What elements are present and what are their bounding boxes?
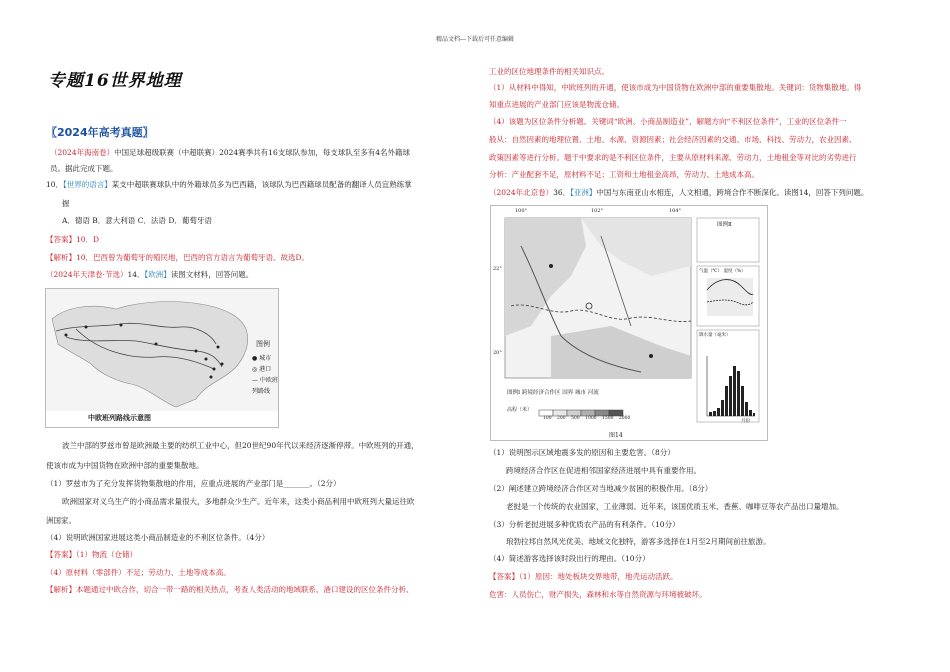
lon-tick-102: 102°	[591, 208, 604, 214]
answer-10: 【答案】10．D	[46, 235, 100, 244]
analysis-a: 【解析】本题通过中欧合作，切合一带一路的相关热点，考查人类活动的地域联系、港口建设的区位条件分析、	[46, 585, 414, 594]
china-europe-railway-map	[45, 288, 279, 428]
question-hainan-intro-2: 员。据此完成下题。	[50, 164, 118, 173]
analysis-cont-4: （4）该题为区位条件分析题。关键词“欧洲、小商品制造业”，解题方向“不利区位条件”，工业的区位条件一	[489, 117, 847, 126]
elevation-label: 高程（米）	[507, 407, 533, 413]
q36-sub-4: （4）简述游客选择该时段出行的理由。（10分）	[489, 554, 650, 563]
lon-tick-104: 104°	[669, 208, 682, 214]
question-hainan-intro: （2024年海南卷）中国足球超级联赛（中超联赛）2024赛季共有16支球队参加，每支球队至多有4名外籍球	[50, 148, 410, 157]
lat-tick-22: 22°	[493, 266, 502, 272]
figure-legend-1: 图例Ⅰ 跨境经济合作区 国界 城市 河流	[507, 390, 599, 396]
q36-sub-3: （3）分析老挝进展多种优质农产品的有利条件。（10分）	[489, 520, 680, 529]
railway-map-graphic	[46, 289, 278, 427]
page-title: 专题16世界地理	[48, 71, 182, 91]
map-caption: 中欧班列路线示意图	[88, 414, 151, 422]
material-p3: 欧洲国家对义乌生产的小商品需求量很大，多地群众少生产。近年来，这类小商品利用中欧班列大量运往欧	[62, 497, 415, 506]
material-p2: 使该市成为中国货物在欧洲中部的重要集散地。	[46, 461, 204, 470]
question-10-options: A．德语 B．意大利语 C．法语 D．葡萄牙语	[62, 216, 212, 225]
material-p4: 洲国家。	[46, 516, 76, 525]
answer-36: 【答案】（1）原因：地处板块交界地带，地壳运动活跃。	[489, 572, 678, 581]
analysis-cont-7: 分析：产业配套不足，原材料不足；工资和土地租金高昂，劳动力、土地成本高。	[489, 170, 759, 179]
legend-route: — 中欧班列路线	[252, 377, 278, 395]
analysis-cont-1: 工业的区位地理条件的相关知识点。	[489, 67, 609, 76]
figure-14	[490, 205, 768, 441]
question-14: （2024年天津卷·节选）14．【欧洲】读图文材料，回答问题。	[46, 270, 254, 279]
sub-question-4: （4）说明欧洲国家进展这类小商品制造业的不利区位条件。（4分）	[46, 533, 270, 542]
answer-a: 【答案】（1）物流（仓储）	[46, 550, 138, 559]
question-10: 10．【世界的语言】某支中超联赛球队中的外籍球员多为巴西籍，该球队为巴西籍球员配备的翻译人员宜熟练掌	[46, 180, 412, 189]
elevation-ticks: 100 200 500 1000 1500 2000	[543, 416, 631, 421]
analysis-cont-5: 般从：自然因素的地理位置、土地、水源、资源因素；社会经济因素的交通、市场、科技、劳动力，农业因素、	[489, 135, 857, 144]
analysis-cont-3: 知重点进展的产业部门应该是物流仓储。	[489, 100, 624, 109]
page-header: 精品文档---下载后可任意编辑	[435, 36, 515, 43]
q36-material-2: 跨境经济合作区在促进相邻国家经济进展中具有重要作用。	[506, 466, 701, 475]
lon-tick-100: 100°	[515, 208, 528, 214]
legend-port: ◎ 港口	[252, 366, 272, 373]
analysis-cont-2: （1）从材料中得知，中欧班列的开通，使该市成为中国货物在欧洲中部的重要集散地。关键词：货物集散地。得	[489, 83, 862, 92]
q36-material-3: 老挝是一个传统的农业国家，工业薄弱。近年来，该国优质玉米、香蕉、咖啡豆等农产品出口量增加。	[506, 502, 844, 511]
analysis-cont-6: 政策因素等进行分析。题干中要求的是不利区位条件，主要从原材料来源、劳动力，土地租金等对比的劣势进行	[489, 153, 857, 162]
analysis-10: 【解析】10．巴西曾为葡萄牙的殖民地，巴西的官方语言为葡萄牙语。故选D。	[46, 253, 310, 262]
port-icon: ◎	[252, 366, 258, 373]
map-legend	[252, 353, 278, 397]
city-icon: ●	[252, 355, 258, 362]
q36-material-4: 琅勃拉邦自然风光优美、地域文化独特，游客多选择在1月至2月期间前往旅游。	[506, 537, 771, 546]
climate-rain-label: 降水量（毫米）	[699, 333, 731, 338]
answer-b: （4）原材料（零部件）不足；劳动力、土地等成本高。	[46, 568, 231, 577]
legend-city: ● 城市	[252, 355, 272, 362]
question-10-cont: 握	[62, 199, 70, 208]
figure-legend-2: 图例Ⅱ	[717, 222, 732, 228]
section-heading: 〖2024年高考真题〗	[46, 126, 154, 139]
q36-sub-2: （2）阐述建立跨境经济合作区对当地减少贫困的积极作用。（8分）	[489, 484, 713, 493]
lat-tick-20: 20°	[493, 350, 502, 356]
material-p1: 波兰中部的罗兹市曾是欧洲最主要的纺织工业中心，但20世纪90年代以来经济逐渐停滞。中欧班列的开通，	[62, 441, 419, 450]
month-label: 月份	[741, 419, 750, 424]
q36-sub-1: （1）说明图示区域地震多发的原因和主要危害。（8分）	[489, 448, 675, 457]
figure-caption: 图14	[609, 432, 623, 439]
question-36: （2024年北京卷）36．【亚洲】中国与东南亚山水相连，人文相通，跨境合作不断深化。读图14，回答下列问题。	[489, 188, 869, 197]
sub-question-1: （1）罗兹市为了充分发挥货物集散地的作用，应重点进展的产业部门是_______。（2分）	[46, 479, 341, 488]
answer-36-cont: 危害：人员伤亡，财产损失，森林和水等自然资源与环境被破坏。	[489, 590, 707, 599]
climate-temp-label: 气温（℃） 湿度（%）	[699, 269, 746, 274]
route-icon: —	[252, 377, 258, 384]
figure-14-graphic	[491, 206, 767, 440]
map-legend-title: 图例	[256, 340, 270, 348]
